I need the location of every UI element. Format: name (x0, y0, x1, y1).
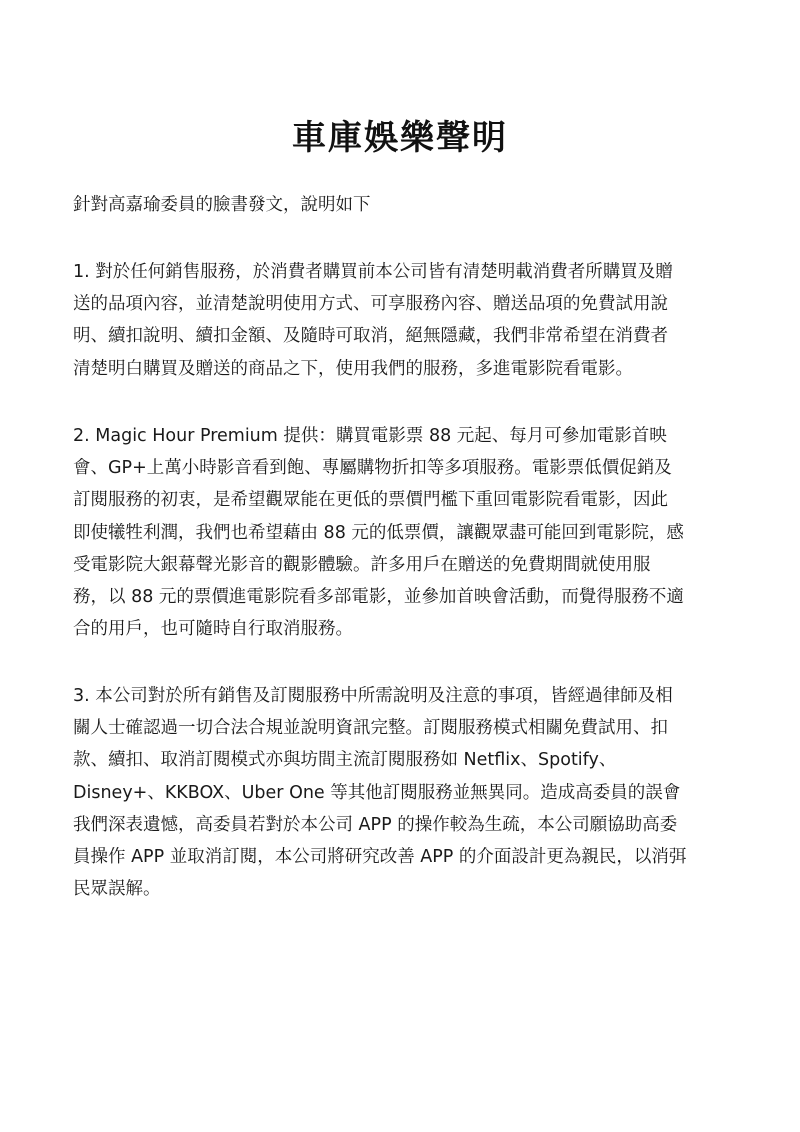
paragraph-line: 2. Magic Hour Premium 提供：購買電影票 88 元起、每月可參加電影首映 (73, 426, 667, 446)
paragraph-1 (73, 256, 728, 385)
paragraph-line: 務，以 88 元的票價進電影院看多部電影，並參加首映會活動，而覺得服務不適 (73, 587, 684, 608)
paragraph-line: 送的品項內容，並清楚說明使用方式、可享服務內容、贈送品項的免費試用說 (73, 294, 668, 315)
paragraph-line: 訂閱服務的初衷，是希望觀眾能在更低的票價門檻下重回電影院看電影，因此 (73, 490, 668, 511)
paragraph-line: 3. 本公司對於所有銷售及訂閱服務中所需說明及注意的事項，皆經過律師及相 (73, 686, 673, 706)
paragraph-line: Disney+、KKBOX、Uber One 等其他訂閱服務並無異同。造成高委員的誤會 (73, 782, 681, 803)
paragraph-line: 款、續扣、取消訂閱模式亦與坊間主流訂閱服務如 Netflix、Spotify、 (73, 750, 617, 771)
paragraph-line: 員操作 APP 並取消訂閱，本公司將研究改善 APP 的介面設計更為親民，以消弭 (73, 847, 687, 868)
paragraph-line: 我們深表遺憾，高委員若對於本公司 APP 的操作較為生疏，本公司願協助高委 (73, 814, 678, 835)
paragraph-line: 即使犧牲利潤，我們也希望藉由 88 元的低票價，讓觀眾盡可能回到電影院，感 (73, 522, 684, 543)
paragraph-3 (73, 680, 728, 905)
paragraph-line: 民眾誤解。 (73, 879, 161, 900)
paragraph-2 (73, 420, 728, 645)
intro-text: 針對高嘉瑜委員的臉書發文，說明如下 (73, 195, 371, 215)
paragraph-line: 關人士確認過一切合法合規並說明資訊完整。訂閱服務模式相關免費試用、扣 (73, 718, 668, 739)
paragraph-line: 明、續扣說明、續扣金額、及隨時可取消，絕無隱藏，我們非常希望在消費者 (73, 326, 668, 347)
paragraph-line: 會、GP+上萬小時影音看到飽、專屬購物折扣等多項服務。電影票低價促銷及 (73, 458, 672, 479)
paragraph-line: 清楚明白購買及贈送的商品之下，使用我們的服務，多進電影院看電影。 (73, 358, 633, 379)
paragraph-line: 合的用戶，也可隨時自行取消服務。 (73, 619, 353, 640)
paragraph-line: 1. 對於任何銷售服務，於消費者購買前本公司皆有清楚明載消費者所購買及贈 (73, 262, 673, 282)
document-title: 車庫娛樂聲明 (292, 118, 508, 158)
paragraph-line: 受電影院大銀幕聲光影音的觀影體驗。許多用戶在贈送的免費期間就使用服 (73, 554, 651, 575)
